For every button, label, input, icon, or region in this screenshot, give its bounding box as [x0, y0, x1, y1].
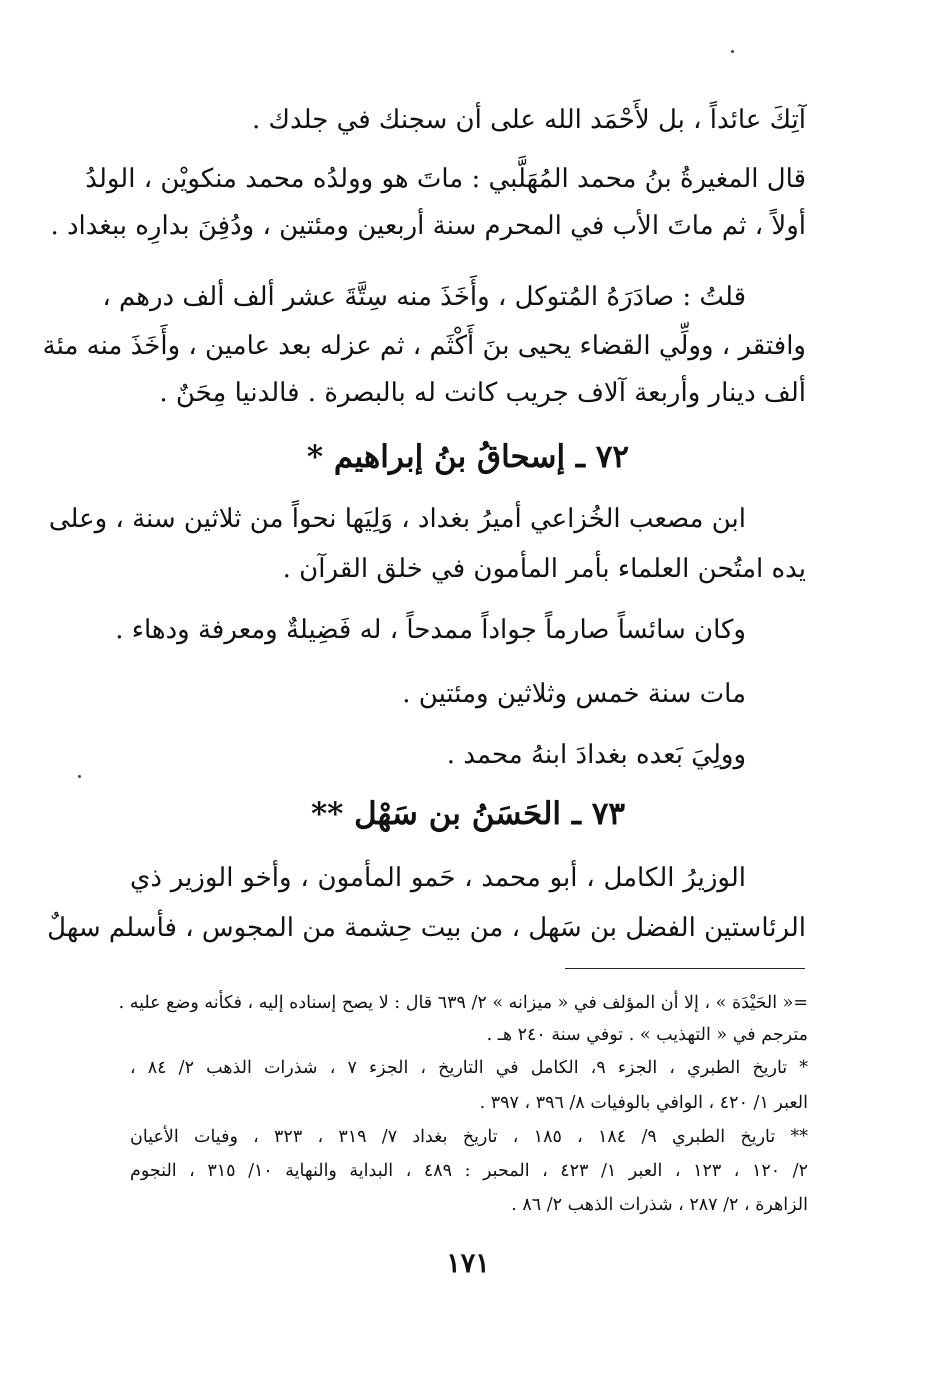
text-line: الرئاستين الفضل بن سَهل ، من بيت حِشمة من المجوس ، فأسلم سهلٌ — [47, 913, 806, 943]
footnote-separator — [565, 968, 805, 969]
scan-speck — [78, 775, 81, 778]
text-line: قال المغيرةُ بنُ محمد المُهَلَّبي : ماتَ هو وولدُه محمد منكويْن ، الولدُ — [85, 164, 806, 194]
text-line: وكان سائساً صارماً جواداً ممدحاً ، له فَضِيلةٌ ومعرفة ودهاء . — [115, 615, 746, 645]
text-line: وافتقر ، وولِّي القضاء يحيى بنَ أَكْثَم ، ثم عزله بعد عامين ، وأَخَذَ منه مئة — [42, 331, 806, 361]
text-line: ألف دينار وأربعة آلاف جريب كانت له بالبصرة . فالدنيا مِحَنٌ . — [159, 378, 806, 408]
entry-heading: ٧٣ ـ الحَسَنُ بن سَهْل ** — [310, 796, 626, 832]
footnote-line: ** تاريخ الطبري ٩/ ١٨٤ ، ١٨٥ ، تاريخ بغداد ٧/ ٣١٩ ، ٣٢٣ ، وفيات الأعيان — [130, 1127, 808, 1147]
text-line: ابن مصعب الخُزاعي أميرُ بغداد ، وَلِيَها نحواً من ثلاثين سنة ، وعلى — [48, 504, 746, 534]
text-line: يده امتُحن العلماء بأمر المأمون في خلق القرآن . — [282, 554, 806, 584]
text-line: مات سنة خمس وثلاثين ومئتين . — [402, 679, 746, 709]
footnote-line: العبر ١/ ٤٢٠ ، الوافي بالوفيات ٨/ ٣٩٦ ، ٣٩٧ . — [479, 1093, 808, 1113]
footnote-line: =« الحَيْدَة » ، إلا أن المؤلف في « ميزانه » ٢/ ٦٣٩ قال : لا يصح إسناده إليه ، فكأنه وضع عليه . — [118, 993, 808, 1013]
text-line: قلتُ : صادَرَهُ المُتوكل ، وأَخَذَ منه سِتَّةَ عشر ألف ألف درهم ، — [102, 282, 746, 312]
text-line: أولاً ، ثم ماتَ الأب في المحرم سنة أربعين ومئتين ، ودُفِنَ بدارِه ببغداد . — [50, 211, 806, 241]
text-line: آتِكَ عائداً ، بل لأَحْمَد الله على أن سجنك في جلدك . — [252, 105, 806, 135]
text-line: الوزيرُ الكامل ، أبو محمد ، حَمو المأمون ، وأخو الوزير ذي — [130, 863, 746, 893]
page-number: ١٧١ — [446, 1248, 490, 1279]
footnote-line: ٢/ ١٢٠ ، ١٢٣ ، العبر ١/ ٤٢٣ ، المحبر : ٤٨٩ ، البداية والنهاية ١٠/ ٣١٥ ، النجوم — [130, 1161, 808, 1181]
scan-speck — [731, 50, 734, 53]
text-line: وولِيَ بَعده بغدادَ ابنهُ محمد . — [446, 740, 746, 770]
footnote-line: الزاهرة ، ٢/ ٢٨٧ ، شذرات الذهب ٢/ ٨٦ . — [511, 1195, 808, 1215]
footnote-line: * تاريخ الطبري ، الجزء ٩، الكامل في التاريخ ، الجزء ٧ ، شذرات الذهب ٢/ ٨٤ ، — [130, 1058, 809, 1078]
entry-heading: ٧٢ ـ إسحاقُ بنُ إبراهيم * — [306, 439, 630, 475]
footnote-line: مترجم في « التهذيب » . توفي سنة ٢٤٠ هـ . — [486, 1025, 808, 1045]
